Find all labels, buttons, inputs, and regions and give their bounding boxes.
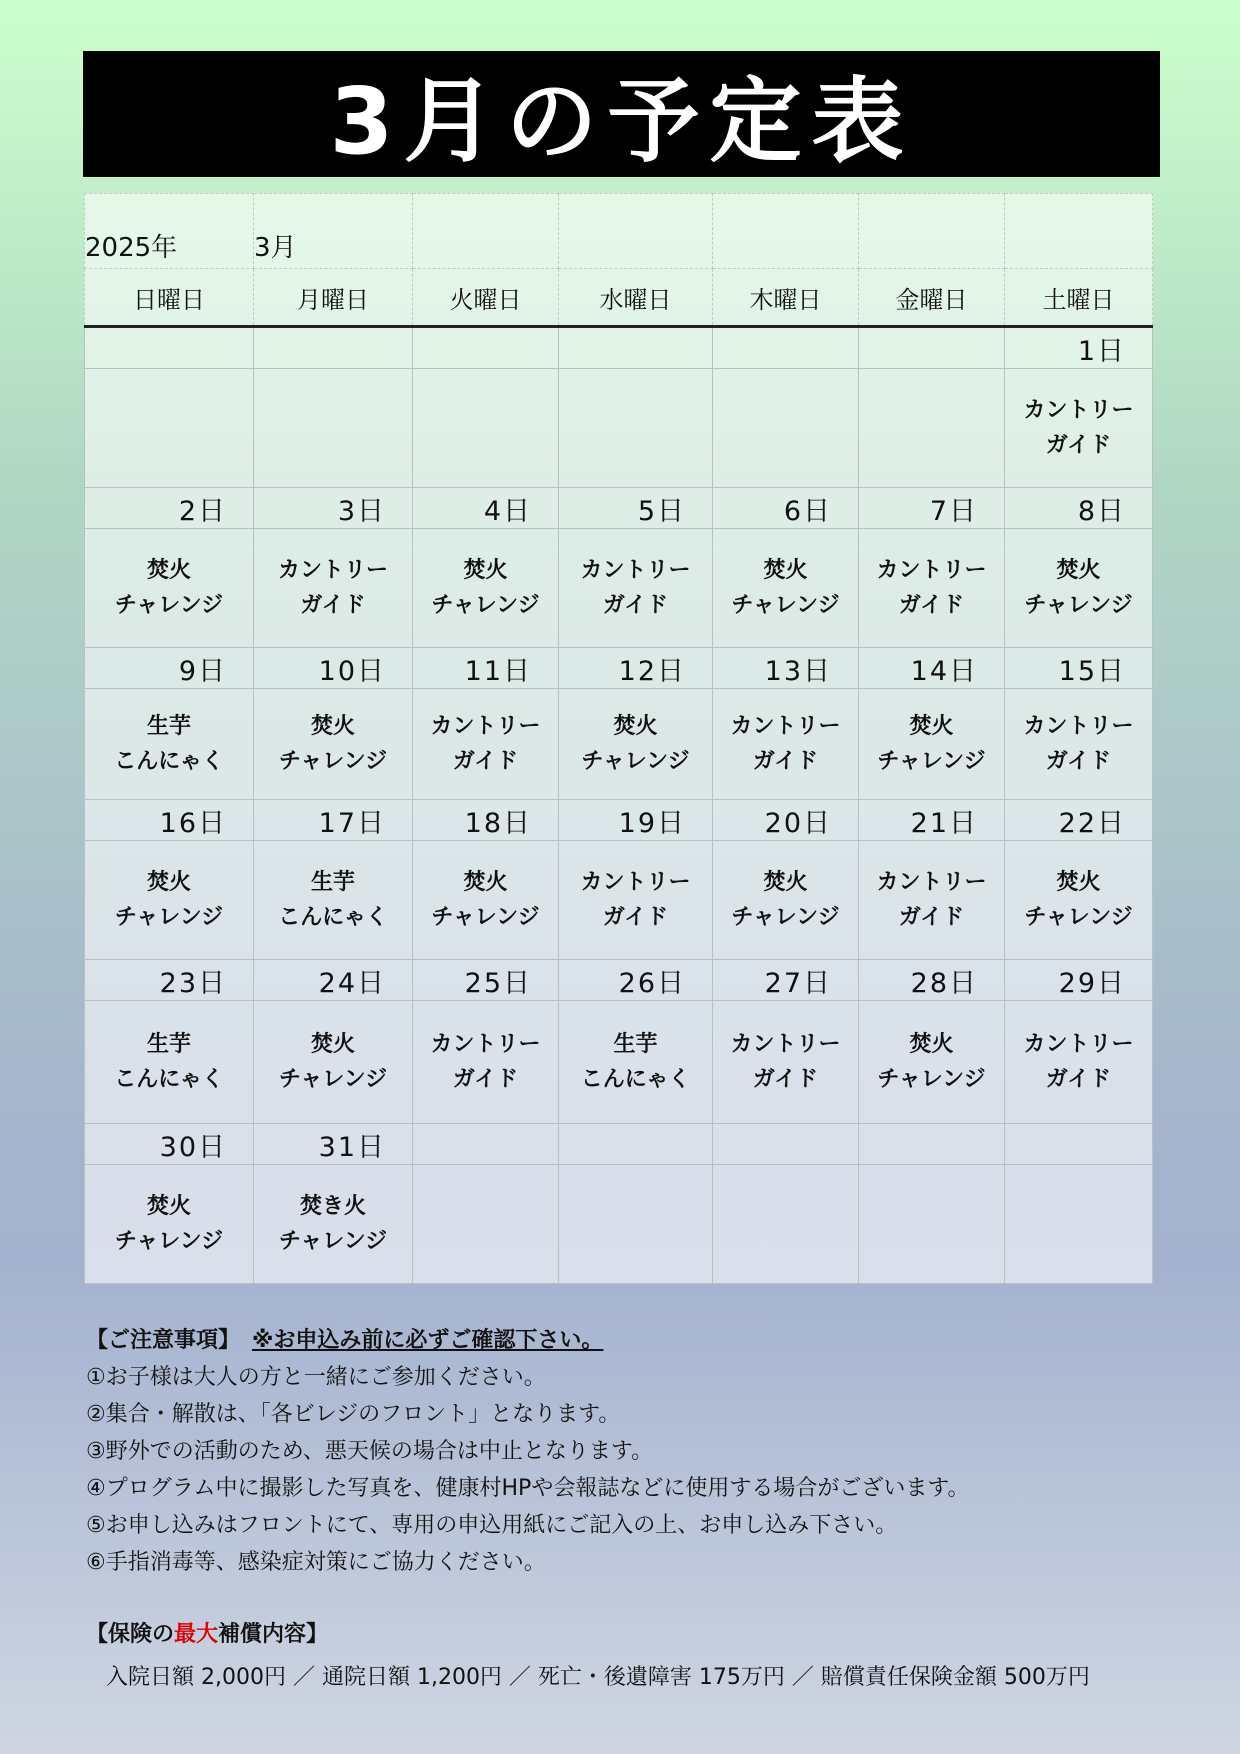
event-cell bbox=[413, 841, 559, 960]
event-line: こんにゃく bbox=[278, 905, 388, 930]
event-line: チャレンジ bbox=[278, 749, 388, 774]
date-cell: 25日 bbox=[413, 960, 559, 1001]
event-cell bbox=[254, 529, 413, 648]
date-cell bbox=[713, 327, 859, 369]
weekday-label: 金曜日 bbox=[859, 269, 1005, 327]
calendar-event-row bbox=[85, 1165, 1153, 1284]
note-item: ⑤お申し込みはフロントにて、専用の申込用紙にご記入の上、お申し込み下さい。 bbox=[86, 1513, 898, 1538]
date-cell: 3日 bbox=[254, 488, 413, 529]
weekday-label: 水曜日 bbox=[559, 269, 713, 327]
event-line: チャレンジ bbox=[581, 749, 690, 774]
event-cell bbox=[713, 1001, 859, 1124]
event-line: ガイド bbox=[1045, 749, 1112, 774]
calendar-year-month-row bbox=[85, 194, 1153, 269]
event-cell bbox=[859, 1001, 1005, 1124]
event-line: チャレンジ bbox=[278, 1229, 388, 1254]
event-cell bbox=[713, 1165, 859, 1284]
event-line: こんにゃく bbox=[114, 1067, 224, 1092]
date-cell bbox=[254, 327, 413, 369]
event-line: チャレンジ bbox=[731, 593, 840, 618]
event-line: 焚火 bbox=[146, 1194, 191, 1219]
event-cell bbox=[413, 1165, 559, 1284]
insurance-section bbox=[86, 1617, 1186, 1691]
event-line: チャレンジ bbox=[114, 905, 224, 930]
date-cell: 12日 bbox=[559, 648, 713, 689]
event-line: 生芋 bbox=[613, 1032, 658, 1057]
note-item: ⑥手指消毒等、感染症対策にご協力ください。 bbox=[86, 1550, 546, 1575]
calendar-date-row bbox=[85, 648, 1153, 689]
event-cell bbox=[559, 1001, 713, 1124]
event-line: ガイド bbox=[452, 749, 519, 774]
event-line: チャレンジ bbox=[114, 1229, 224, 1254]
date-cell: 29日 bbox=[1005, 960, 1153, 1001]
date-cell bbox=[413, 327, 559, 369]
event-line: ガイド bbox=[752, 1067, 819, 1092]
insurance-details: 入院日額 2,000円 ／ 通院日額 1,200円 ／ 死亡・後遺障害 175万円 ／ 賠償責任保険金額 500万円 bbox=[106, 1665, 1090, 1690]
date-cell: 17日 bbox=[254, 800, 413, 841]
weekday-label: 木曜日 bbox=[713, 269, 859, 327]
event-cell bbox=[85, 689, 254, 800]
event-line: カントリー bbox=[430, 714, 541, 739]
date-cell: 20日 bbox=[713, 800, 859, 841]
event-cell bbox=[1005, 689, 1153, 800]
event-line: ガイド bbox=[300, 593, 366, 618]
event-line: カントリー bbox=[580, 870, 691, 895]
calendar-event-row bbox=[85, 529, 1153, 648]
date-cell: 15日 bbox=[1005, 648, 1153, 689]
weekday-label: 日曜日 bbox=[85, 269, 254, 327]
insurance-heading-suffix: 補償内容】 bbox=[218, 1622, 329, 1647]
event-line: ガイド bbox=[602, 905, 669, 930]
event-line: ガイド bbox=[752, 749, 819, 774]
event-line: チャレンジ bbox=[114, 593, 224, 618]
notes-header bbox=[86, 1322, 1166, 1359]
event-line: こんにゃく bbox=[114, 749, 224, 774]
event-cell bbox=[559, 841, 713, 960]
date-cell: 2日 bbox=[85, 488, 254, 529]
event-cell bbox=[559, 529, 713, 648]
date-cell bbox=[859, 327, 1005, 369]
date-cell: 19日 bbox=[559, 800, 713, 841]
date-cell: 24日 bbox=[254, 960, 413, 1001]
month-cell bbox=[254, 194, 413, 269]
date-cell: 9日 bbox=[85, 648, 254, 689]
event-line: 焚火 bbox=[613, 714, 658, 739]
year-cell bbox=[85, 194, 254, 269]
date-cell: 6日 bbox=[713, 488, 859, 529]
event-cell bbox=[413, 369, 559, 488]
event-line: 焚火 bbox=[763, 558, 808, 583]
notes-warning: ※お申込み前に必ずご確認下さい。 bbox=[252, 1328, 604, 1353]
event-line: 生芋 bbox=[310, 870, 355, 895]
insurance-heading bbox=[86, 1617, 1186, 1648]
calendar-date-row bbox=[85, 488, 1153, 529]
event-cell bbox=[559, 1165, 713, 1284]
event-line: 焚火 bbox=[146, 558, 191, 583]
note-item: ④プログラム中に撮影した写真を、健康村HPや会報誌などに使用する場合がございます。 bbox=[86, 1476, 970, 1501]
date-cell: 27日 bbox=[713, 960, 859, 1001]
event-cell bbox=[859, 529, 1005, 648]
calendar-event-row bbox=[85, 689, 1153, 800]
event-line: 生芋 bbox=[146, 1032, 191, 1057]
event-cell bbox=[859, 1165, 1005, 1284]
date-cell: 16日 bbox=[85, 800, 254, 841]
date-cell bbox=[713, 1124, 859, 1165]
calendar-event-row bbox=[85, 1001, 1153, 1124]
event-line: ガイド bbox=[1045, 433, 1112, 458]
event-line: カントリー bbox=[876, 870, 987, 895]
event-line: こんにゃく bbox=[580, 1067, 691, 1092]
event-line: 焚火 bbox=[310, 1032, 355, 1057]
event-cell bbox=[1005, 1001, 1153, 1124]
insurance-heading-prefix: 【保険の bbox=[86, 1622, 175, 1647]
event-cell bbox=[413, 689, 559, 800]
event-line: カントリー bbox=[1023, 398, 1134, 423]
date-cell bbox=[1005, 1124, 1153, 1165]
event-line: カントリー bbox=[277, 558, 388, 583]
event-line: 焚火 bbox=[1056, 870, 1101, 895]
event-cell bbox=[713, 841, 859, 960]
event-cell bbox=[713, 369, 859, 488]
event-cell bbox=[254, 841, 413, 960]
note-item: ①お子様は大人の方と一緒にご参加ください。 bbox=[86, 1365, 546, 1390]
event-cell bbox=[1005, 841, 1153, 960]
notes-section bbox=[86, 1322, 1166, 1581]
event-line: チャレンジ bbox=[731, 905, 840, 930]
event-line: ガイド bbox=[898, 905, 965, 930]
calendar-date-row bbox=[85, 327, 1153, 369]
date-cell: 28日 bbox=[859, 960, 1005, 1001]
event-line: チャレンジ bbox=[1024, 905, 1133, 930]
notes-heading: 【ご注意事項】 bbox=[86, 1328, 241, 1353]
event-cell bbox=[85, 369, 254, 488]
event-line: カントリー bbox=[730, 1032, 841, 1057]
weekday-header-row bbox=[85, 269, 1153, 327]
date-cell: 7日 bbox=[859, 488, 1005, 529]
event-cell bbox=[413, 1001, 559, 1124]
event-cell bbox=[713, 529, 859, 648]
date-cell: 30日 bbox=[85, 1124, 254, 1165]
page-title: 3月の予定表 bbox=[83, 51, 1160, 177]
event-line: 焚火 bbox=[1056, 558, 1101, 583]
event-line: 焚火 bbox=[463, 558, 508, 583]
date-cell: 31日 bbox=[254, 1124, 413, 1165]
date-cell bbox=[859, 1124, 1005, 1165]
event-line: チャレンジ bbox=[877, 1067, 986, 1092]
event-line: ガイド bbox=[1045, 1067, 1112, 1092]
event-line: カントリー bbox=[1023, 1032, 1134, 1057]
date-cell: 5日 bbox=[559, 488, 713, 529]
date-cell bbox=[85, 327, 254, 369]
event-line: 焚火 bbox=[310, 714, 355, 739]
date-cell: 23日 bbox=[85, 960, 254, 1001]
calendar-date-row bbox=[85, 1124, 1153, 1165]
calendar-event-row bbox=[85, 369, 1153, 488]
insurance-heading-highlight: 最大 bbox=[174, 1622, 219, 1647]
event-line: 生芋 bbox=[146, 714, 191, 739]
date-cell: 10日 bbox=[254, 648, 413, 689]
event-line: カントリー bbox=[876, 558, 987, 583]
event-cell bbox=[859, 689, 1005, 800]
event-line: チャレンジ bbox=[877, 749, 986, 774]
event-line: ガイド bbox=[452, 1067, 519, 1092]
weekday-label: 土曜日 bbox=[1005, 269, 1153, 327]
event-line: カントリー bbox=[730, 714, 841, 739]
event-cell bbox=[85, 841, 254, 960]
date-cell: 11日 bbox=[413, 648, 559, 689]
date-cell: 21日 bbox=[859, 800, 1005, 841]
event-line: 焚火 bbox=[146, 870, 191, 895]
event-line: チャレンジ bbox=[431, 905, 540, 930]
date-cell: 13日 bbox=[713, 648, 859, 689]
event-line: チャレンジ bbox=[1024, 593, 1133, 618]
event-line: カントリー bbox=[1023, 714, 1134, 739]
note-item: ③野外での活動のため、悪天候の場合は中止となります。 bbox=[86, 1439, 654, 1464]
event-line: 焚火 bbox=[909, 1032, 954, 1057]
event-cell bbox=[1005, 529, 1153, 648]
date-cell: 18日 bbox=[413, 800, 559, 841]
event-line: カントリー bbox=[580, 558, 691, 583]
date-cell bbox=[559, 327, 713, 369]
event-cell bbox=[254, 1001, 413, 1124]
event-line: ガイド bbox=[898, 593, 965, 618]
event-cell bbox=[254, 1165, 413, 1284]
event-cell bbox=[559, 689, 713, 800]
date-cell: 4日 bbox=[413, 488, 559, 529]
event-line: チャレンジ bbox=[431, 593, 540, 618]
event-cell bbox=[85, 529, 254, 648]
event-line: 焚き火 bbox=[299, 1194, 366, 1219]
event-cell bbox=[1005, 369, 1153, 488]
event-cell bbox=[413, 529, 559, 648]
date-cell: 22日 bbox=[1005, 800, 1153, 841]
event-cell bbox=[713, 689, 859, 800]
date-cell: 26日 bbox=[559, 960, 713, 1001]
event-line: 焚火 bbox=[763, 870, 808, 895]
calendar-date-row bbox=[85, 960, 1153, 1001]
calendar-event-row bbox=[85, 841, 1153, 960]
date-cell bbox=[559, 1124, 713, 1165]
date-cell: 1日 bbox=[1005, 327, 1153, 369]
event-cell bbox=[254, 689, 413, 800]
date-cell: 8日 bbox=[1005, 488, 1153, 529]
event-line: チャレンジ bbox=[278, 1067, 388, 1092]
calendar-table bbox=[84, 193, 1153, 1284]
event-cell bbox=[859, 841, 1005, 960]
calendar-date-row bbox=[85, 800, 1153, 841]
event-line: 焚火 bbox=[909, 714, 954, 739]
event-line: カントリー bbox=[430, 1032, 541, 1057]
event-line: ガイド bbox=[602, 593, 669, 618]
note-item: ②集合・解散は、「各ビレジのフロント」となります。 bbox=[86, 1402, 621, 1427]
weekday-label: 月曜日 bbox=[254, 269, 413, 327]
event-cell bbox=[85, 1165, 254, 1284]
month-label: 3月 bbox=[254, 233, 297, 263]
event-cell bbox=[559, 369, 713, 488]
year-label: 2025年 bbox=[85, 233, 178, 263]
event-cell bbox=[254, 369, 413, 488]
event-cell bbox=[85, 1001, 254, 1124]
weekday-label: 火曜日 bbox=[413, 269, 559, 327]
event-cell bbox=[1005, 1165, 1153, 1284]
event-line: 焚火 bbox=[463, 870, 508, 895]
event-cell bbox=[859, 369, 1005, 488]
date-cell bbox=[413, 1124, 559, 1165]
date-cell: 14日 bbox=[859, 648, 1005, 689]
